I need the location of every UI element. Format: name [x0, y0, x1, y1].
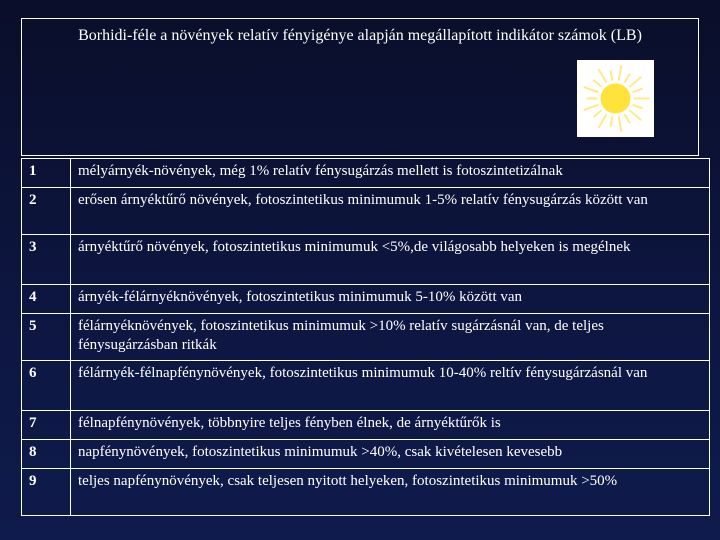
row-number: 7	[22, 411, 71, 440]
sun-ray	[630, 77, 641, 86]
sun-ray	[599, 70, 606, 82]
table-row	[22, 285, 710, 314]
sun-ray	[625, 115, 630, 123]
title-cell	[21, 18, 699, 156]
row-number: 5	[22, 314, 71, 361]
row-description: árnyéktűrő növények, fotoszintetikus minimumuk <5%,de világosabb helyeken is megélnek	[71, 235, 710, 285]
sun-icon-graphic	[577, 60, 654, 137]
row-number: 2	[22, 188, 71, 235]
sun-ray	[630, 111, 641, 120]
sun-ray	[625, 74, 630, 82]
row-number: 3	[22, 235, 71, 285]
table-row	[22, 411, 710, 440]
sun-ray	[633, 105, 641, 108]
row-description: teljes napfénynövények, csak teljesen nyitott helyeken, fotoszintetikus minimumuk >50%	[71, 469, 710, 516]
row-description: erősen árnyéktűrő növények, fotoszintetikus minimumuk 1-5% relatív fénysugárzás között van	[71, 188, 710, 235]
table-row	[22, 469, 710, 516]
sun-ray	[611, 71, 613, 80]
row-number: 1	[22, 159, 71, 188]
table-row	[22, 440, 710, 469]
row-description: árnyék-félárnyéknövények, fotoszintetikus minimumuk 5-10% között van	[71, 285, 710, 314]
row-description: félárnyéknövények, fotoszintetikus minimumuk >10% relatív sugárzásnál van, de teljes fénysugárzásban ritkák	[71, 314, 710, 361]
sun-icon	[577, 60, 654, 137]
slide-title: Borhidi-féle a növények relatív fényigénye alapján megállapított indikátor számok (LB)	[78, 27, 642, 44]
row-number: 9	[22, 469, 71, 516]
row-description: félnapfénynövények, többnyire teljes fényben élnek, de árnyéktűrők is	[71, 411, 710, 440]
sun-ray	[619, 66, 621, 80]
row-number: 6	[22, 361, 71, 411]
sun-ray	[633, 89, 641, 92]
table-row	[22, 188, 710, 235]
sun-ray	[594, 81, 601, 87]
sun-ray	[594, 111, 601, 117]
sun-ray	[611, 117, 613, 126]
sun-ray	[599, 115, 606, 127]
row-description: napfénynövények, fotoszintetikus minimumuk >40%, csak kivételesen kevesebb	[71, 440, 710, 469]
table-row	[22, 361, 710, 411]
sun-disc	[601, 84, 631, 114]
table-row	[22, 235, 710, 285]
row-description: mélyárnyék-növények, még 1% relatív fénysugárzás mellett is fotoszintetizálnak	[71, 159, 710, 188]
sun-ray	[584, 87, 597, 92]
row-number: 8	[22, 440, 71, 469]
table-row	[22, 314, 710, 361]
sun-ray	[584, 105, 597, 110]
table-row	[22, 159, 710, 188]
slide	[21, 18, 699, 528]
row-number: 4	[22, 285, 71, 314]
sun-ray	[619, 117, 621, 131]
indicator-table	[21, 158, 710, 516]
row-description: félárnyék-félnapfénynövények, fotoszintetikus minimumuk 10-40% reltív fénysugárzásnál van	[71, 361, 710, 411]
